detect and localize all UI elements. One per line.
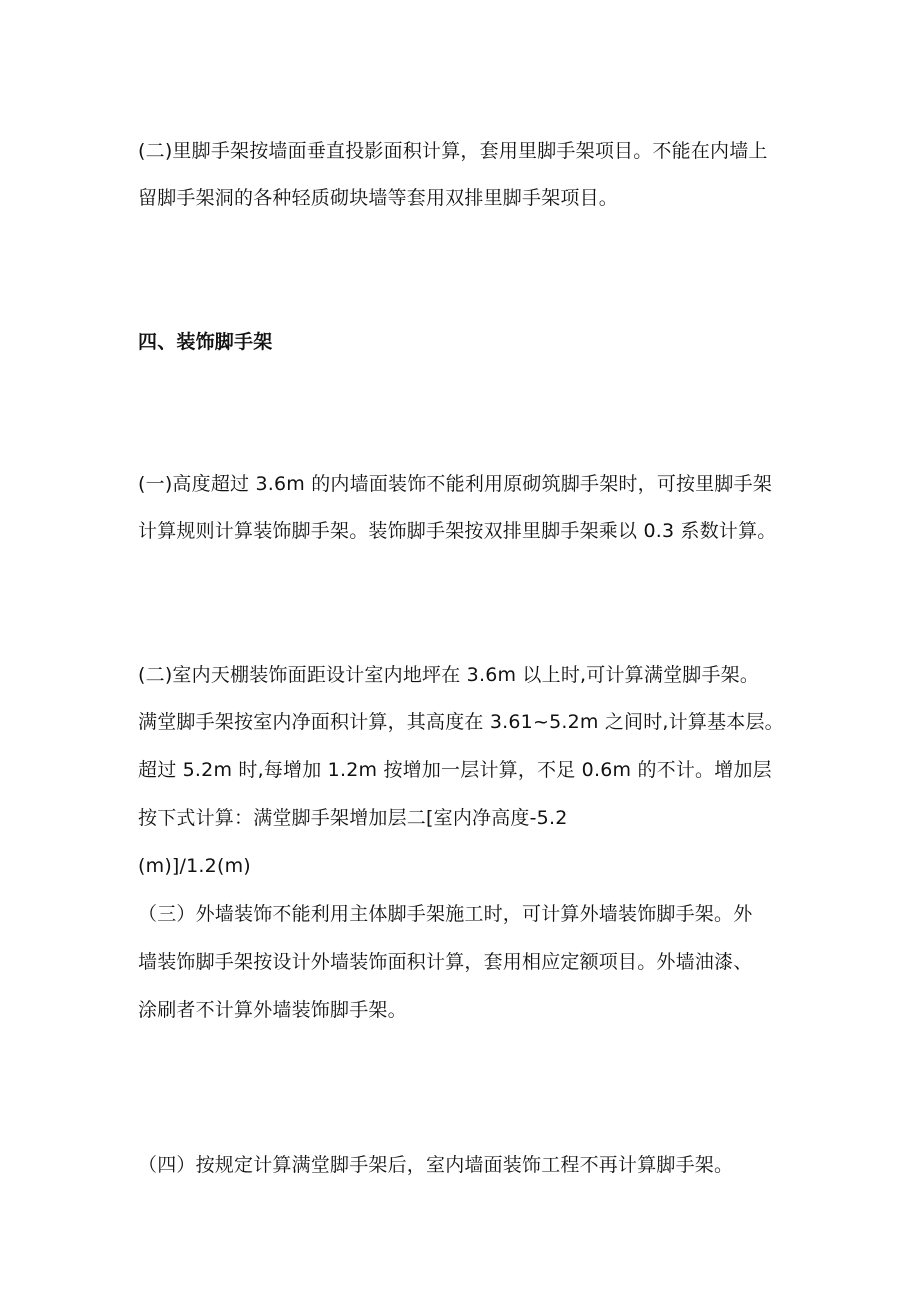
paragraph-2-line-1: (二)室内天棚装饰面距设计室内地坪在 3.6m 以上时,可计算满堂脚手架。 (138, 664, 760, 686)
paragraph-3-line-1: （三）外墙装饰不能利用主体脚手架施工时，可计算外墙装饰脚手架。外 (138, 903, 753, 925)
paragraph-2-line-2: 满堂脚手架按室内净面积计算，其高度在 3.61~5.2m 之间时,计算基本层。 (138, 711, 784, 733)
paragraph-2-line-5: (m)]/1.2(m) (138, 855, 251, 877)
paragraph-2-line-3: 超过 5.2m 时,每增加 1.2m 按增加一层计算，不足 0.6m 的不计。增加层 (138, 759, 772, 781)
paragraph-1-line-1: (一)高度超过 3.6m 的内墙面装饰不能利用原砌筑脚手架时，可按里脚手架 (138, 473, 773, 495)
paragraph-3-line-3: 涂刷者不计算外墙装饰脚手架。 (138, 999, 407, 1021)
paragraph-4-line-1: （四）按规定计算满堂脚手架后，室内墙面装饰工程不再计算脚手架。 (138, 1154, 734, 1176)
paragraph-prev-line-1: (二)里脚手架按墙面垂直投影面积计算，套用里脚手架项目。不能在内墙上 (138, 140, 768, 162)
paragraph-1-line-2: 计算规则计算装饰脚手架。装饰脚手架按双排里脚手架乘以 0.3 系数计算。 (138, 520, 777, 542)
paragraph-3-line-2: 墙装饰脚手架按设计外墙装饰面积计算，套用相应定额项目。外墙油漆、 (138, 951, 753, 973)
section-heading: 四、装饰脚手架 (138, 331, 273, 353)
paragraph-2-line-4: 按下式计算：满堂脚手架增加层二[室内净高度-5.2 (138, 807, 568, 829)
paragraph-prev-line-2: 留脚手架洞的各种轻质砌块墙等套用双排里脚手架项目。 (138, 187, 619, 209)
